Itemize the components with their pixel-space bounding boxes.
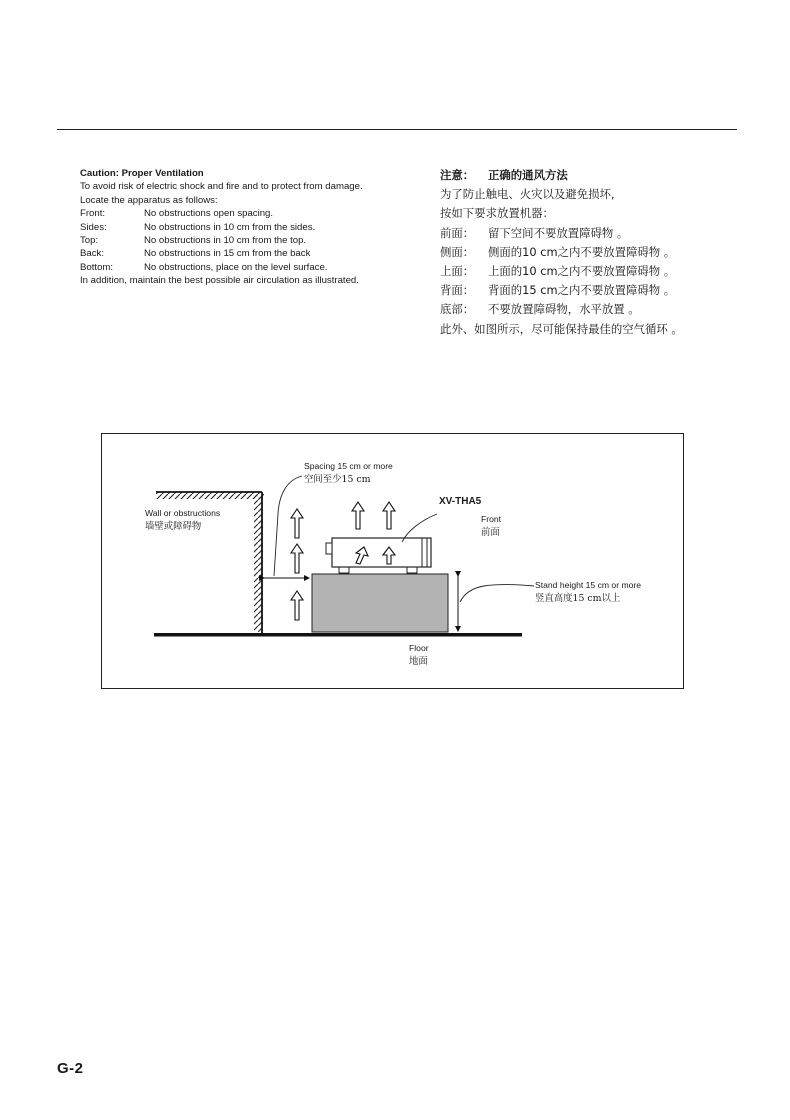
chinese-row-top bbox=[440, 262, 740, 281]
english-row-sides bbox=[80, 221, 410, 234]
english-row-bottom bbox=[80, 261, 410, 274]
front-label bbox=[481, 513, 501, 539]
chinese-locate-line: 按如下要求放置机器： bbox=[440, 206, 554, 221]
floor-label-en: Floor bbox=[409, 643, 429, 653]
chinese-heading-label: 注意： bbox=[440, 168, 475, 182]
arrow-up-icon bbox=[291, 544, 303, 573]
wall-label-zh: 墙壁或障碍物 bbox=[145, 521, 202, 532]
english-locate-line: Locate the apparatus as follows: bbox=[80, 194, 218, 206]
floor-line bbox=[154, 633, 522, 637]
chinese-row-label: 上面： bbox=[440, 264, 475, 279]
chinese-row-label: 背面： bbox=[440, 283, 475, 298]
chinese-row-text: 侧面的10 cm之内不要放置障碍物 。 bbox=[488, 244, 676, 259]
unit-foot-left bbox=[339, 567, 349, 573]
chinese-ventilation-notice bbox=[440, 166, 740, 339]
arrow-up-icon bbox=[291, 509, 303, 538]
spacing-label-en: Spacing 15 cm or more bbox=[304, 461, 393, 471]
chinese-row-back bbox=[440, 281, 740, 300]
arrow-up-icon bbox=[383, 502, 395, 529]
chinese-row-label: 前面： bbox=[440, 225, 475, 240]
english-ventilation-notice bbox=[80, 167, 410, 288]
floor-label bbox=[409, 642, 429, 668]
ventilation-diagram bbox=[101, 433, 684, 689]
stand-leader-line bbox=[460, 585, 534, 603]
stand-height-label-en: Stand height 15 cm or more bbox=[535, 580, 642, 590]
english-row-front bbox=[80, 207, 410, 220]
floor-label-zh: 地面 bbox=[409, 656, 428, 667]
wall-label bbox=[145, 507, 220, 533]
chinese-heading-text: 正确的通风方法 bbox=[488, 168, 568, 182]
chinese-row-front bbox=[440, 224, 740, 243]
english-intro-line: To avoid risk of electric shock and fire and to protect from damage. bbox=[80, 181, 363, 193]
english-heading: Caution: Proper Ventilation bbox=[80, 168, 204, 179]
english-row-text: No obstructions in 10 cm from the top. bbox=[144, 235, 307, 247]
chinese-row-text: 上面的10 cm之内不要放置障碍物 。 bbox=[488, 264, 676, 279]
english-row-text: No obstructions open spacing. bbox=[144, 208, 274, 220]
chinese-row-text: 不要放置障碍物，水平放置 。 bbox=[488, 302, 640, 317]
stand-box bbox=[312, 574, 448, 632]
english-row-text: No obstructions, place on the level surface. bbox=[144, 261, 328, 273]
english-row-label: Top: bbox=[80, 235, 99, 247]
arrow-up-icon bbox=[352, 502, 364, 529]
wall-label-en: Wall or obstructions bbox=[145, 508, 221, 518]
chinese-row-bottom bbox=[440, 300, 740, 319]
chinese-row-text: 背面的15 cm之内不要放置障碍物 。 bbox=[488, 283, 676, 298]
stand-height-label-zh: 竖直高度15 cm以上 bbox=[535, 593, 621, 604]
chinese-row-label: 侧面： bbox=[440, 244, 475, 259]
page-number: G-2 bbox=[57, 1060, 84, 1077]
stand-height-label bbox=[535, 579, 641, 605]
english-row-label: Front: bbox=[80, 208, 106, 220]
english-closing-line: In addition, maintain the best possible air circulation as illustrated. bbox=[80, 275, 359, 287]
front-label-en: Front bbox=[481, 514, 502, 524]
spacing-label bbox=[304, 460, 393, 486]
front-label-zh: 前面 bbox=[481, 527, 500, 538]
spacing-label-zh: 空间至少15 cm bbox=[304, 474, 371, 485]
model-name: XV-THA5 bbox=[439, 496, 482, 507]
chinese-row-text: 留下空间不要放置障碍物 。 bbox=[488, 225, 629, 240]
header-rule bbox=[57, 129, 737, 130]
arrow-up-icon bbox=[291, 591, 303, 620]
ventilation-diagram-drawing bbox=[102, 434, 685, 690]
english-row-back bbox=[80, 247, 410, 260]
xv-tha5-unit bbox=[326, 538, 431, 567]
chinese-closing-line: 此外、如图所示，尽可能保持最佳的空气循环 。 bbox=[440, 321, 683, 336]
english-row-text: No obstructions in 10 cm from the sides. bbox=[144, 221, 316, 233]
unit-foot-right bbox=[407, 567, 417, 573]
english-row-text: No obstructions in 15 cm from the back bbox=[144, 248, 311, 260]
english-row-label: Back: bbox=[80, 248, 104, 260]
chinese-row-label: 底部： bbox=[440, 302, 475, 317]
chinese-row-sides bbox=[440, 243, 740, 262]
chinese-heading bbox=[440, 166, 740, 185]
chinese-intro-line: 为了防止触电、火灾以及避免损坏, bbox=[440, 187, 615, 202]
english-row-top bbox=[80, 234, 410, 247]
english-row-label: Bottom: bbox=[80, 261, 114, 273]
english-row-label: Sides: bbox=[80, 221, 107, 233]
